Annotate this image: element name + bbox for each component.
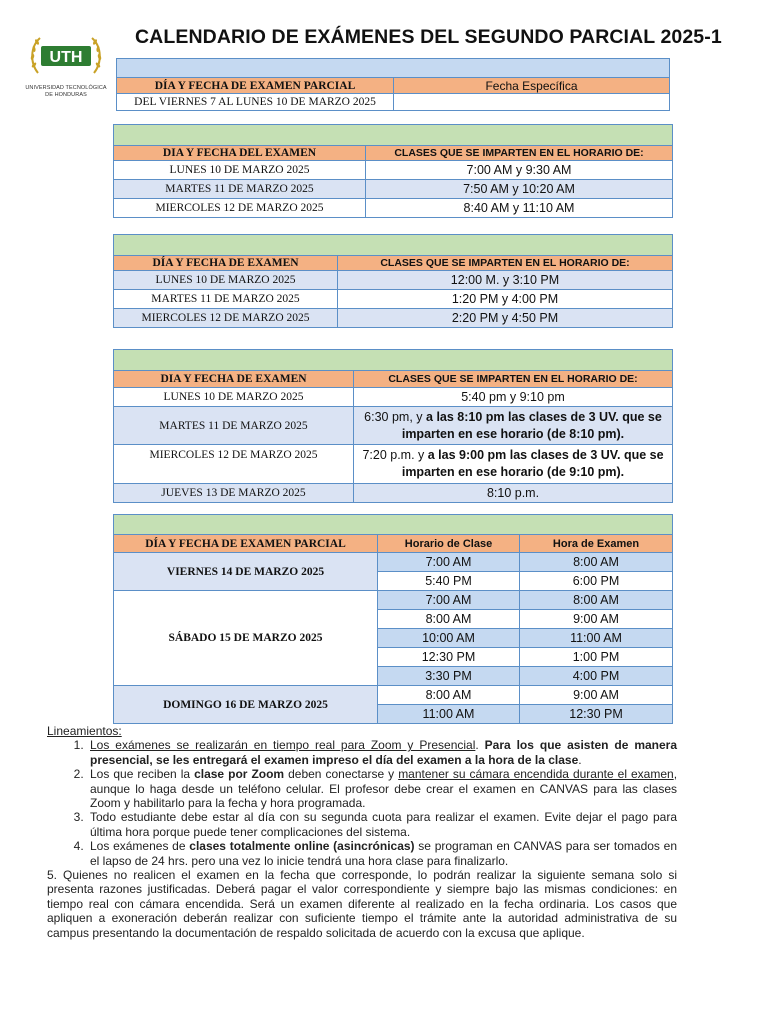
table-cell: 2:20 PM y 4:50 PM xyxy=(338,309,673,328)
table-cell: MARTES 11 DE MARZO 2025 xyxy=(114,180,366,199)
table-cell: 9:00 AM xyxy=(520,610,673,629)
table-cell: 9:00 AM xyxy=(520,686,673,705)
table-cell: MARTES 11 DE MARZO 2025 xyxy=(114,407,354,445)
day-cell: SÁBADO 15 DE MARZO 2025 xyxy=(114,591,378,686)
table-band xyxy=(117,59,670,78)
column-header: CLASES QUE SE IMPARTEN EN EL HORARIO DE: xyxy=(366,146,673,161)
table-cell: MIERCOLES 12 DE MARZO 2025 xyxy=(114,309,338,328)
table-afternoon-schedule xyxy=(113,234,673,328)
table-cell: 10:00 AM xyxy=(378,629,520,648)
column-header: DIA Y FECHA DEL EXAMEN xyxy=(114,146,366,161)
logo-subtitle: UNIVERSIDAD TECNOLÓGICA DE HONDURAS xyxy=(25,85,107,98)
table-band xyxy=(114,350,673,371)
table-band xyxy=(114,515,673,535)
guidelines-heading: Lineamientos: xyxy=(47,724,122,738)
table-cell: JUEVES 13 DE MARZO 2025 xyxy=(114,484,354,503)
column-header: DÍA Y FECHA DE EXAMEN xyxy=(114,256,338,271)
guideline-item: 1. Los exámenes se realizarán en tiempo real para Zoom y Presencial. Para los que asisten de manera presencial, se les entregará el examen impreso el día del examen a la hora de la clase. xyxy=(87,738,677,767)
day-cell: DOMINGO 16 DE MARZO 2025 xyxy=(114,686,378,724)
logo-text: UTH xyxy=(49,49,83,66)
table-cell: MIERCOLES 12 DE MARZO 2025 xyxy=(114,199,366,218)
table-cell: 8:10 p.m. xyxy=(354,484,673,503)
table-cell: MIERCOLES 12 DE MARZO 2025 xyxy=(114,445,354,484)
table-cell: 6:30 pm, y a las 8:10 pm las clases de 3 UV. que se imparten en ese horario (de 8:10 pm). xyxy=(354,407,673,445)
column-header: DÍA Y FECHA DE EXAMEN PARCIAL xyxy=(114,535,378,553)
table-cell: MARTES 11 DE MARZO 2025 xyxy=(114,290,338,309)
column-header: CLASES QUE SE IMPARTEN EN EL HORARIO DE: xyxy=(338,256,673,271)
table-cell: 6:00 PM xyxy=(520,572,673,591)
table-cell xyxy=(394,94,670,111)
table-morning-schedule xyxy=(113,124,673,218)
table-band xyxy=(114,235,673,256)
page-title: CALENDARIO DE EXÁMENES DEL SEGUNDO PARCIAL 2025-1 xyxy=(135,26,722,48)
column-header: CLASES QUE SE IMPARTEN EN EL HORARIO DE: xyxy=(354,371,673,388)
table-cell: 8:00 AM xyxy=(520,553,673,572)
table-cell: 3:30 PM xyxy=(378,667,520,686)
table-cell: LUNES 10 DE MARZO 2025 xyxy=(114,388,354,407)
column-header: DÍA Y FECHA DE EXAMEN PARCIAL xyxy=(117,78,394,94)
table-weekend-schedule xyxy=(113,514,673,724)
uth-laurel-logo-icon xyxy=(28,33,104,79)
table-cell: 11:00 AM xyxy=(520,629,673,648)
table-cell: 5:40 PM xyxy=(378,572,520,591)
column-header: Hora de Examen xyxy=(520,535,673,553)
table-cell: 7:20 p.m. y a las 9:00 pm las clases de 3 UV. que se imparten en ese horario (de 9:10 pm). xyxy=(354,445,673,484)
table-cell: 5:40 pm y 9:10 pm xyxy=(354,388,673,407)
guideline-item: 2. Los que reciben la clase por Zoom deben conectarse y mantener su cámara encendida durante el examen, aunque lo haga desde un teléfono celular. El profesor debe crear el examen en CANVAS para las clases Zoom y habilitarlo para la fecha y hora programada. xyxy=(87,767,677,810)
table-cell: 8:40 AM y 11:10 AM xyxy=(366,199,673,218)
table-cell: 12:30 PM xyxy=(520,705,673,724)
column-header: DIA Y FECHA DE EXAMEN xyxy=(114,371,354,388)
table-cell: 4:00 PM xyxy=(520,667,673,686)
guideline-item: 3. Todo estudiante debe estar al día con su segunda cuota para realizar el examen. Evite dejar el pago para última hora porque puede tener complicaciones del sistema. xyxy=(87,810,677,839)
table-cell: DEL VIERNES 7 AL LUNES 10 DE MARZO 2025 xyxy=(117,94,394,111)
table-cell: LUNES 10 DE MARZO 2025 xyxy=(114,161,366,180)
university-logo xyxy=(22,33,110,98)
table-cell: 12:30 PM xyxy=(378,648,520,667)
guidelines-section xyxy=(47,724,677,940)
table-cell: 11:00 AM xyxy=(378,705,520,724)
table-cell: 7:00 AM y 9:30 AM xyxy=(366,161,673,180)
table-cell: 8:00 AM xyxy=(378,610,520,629)
day-cell: VIERNES 14 DE MARZO 2025 xyxy=(114,553,378,591)
table-cell: LUNES 10 DE MARZO 2025 xyxy=(114,271,338,290)
guidelines-list xyxy=(47,738,677,868)
table-cell: 7:00 AM xyxy=(378,591,520,610)
table-cell: 8:00 AM xyxy=(520,591,673,610)
table-cell: 7:00 AM xyxy=(378,553,520,572)
column-header: Fecha Específica xyxy=(394,78,670,94)
guideline-item: 4. Los exámenes de clases totalmente online (asincrónicas) se programan en CANVAS para ser tomados en el lapso de 24 hrs. pero una vez lo inicie tendrá una hora clase para finalizarlo. xyxy=(87,839,677,868)
table-cell: 8:00 AM xyxy=(378,686,520,705)
table-exam-period xyxy=(116,58,670,111)
table-cell: 7:50 AM y 10:20 AM xyxy=(366,180,673,199)
column-header: Horario de Clase xyxy=(378,535,520,553)
table-evening-schedule xyxy=(113,349,673,503)
table-cell: 1:00 PM xyxy=(520,648,673,667)
guideline-item: 5. Quienes no realicen el examen en la fecha que corresponde, lo podrán realizar la siguiente semana solo si presenta razones justificadas. Deberá pagar el valor correspondiente y siempre bajo las mismas condiciones: en tiempo real con cámara encendida. Será un examen diferente al realizado en la fecha ordinaria. Los casos que apliquen a exoneración deberán realizar con suficiente tiempo el trámite ante la autoridad administrativa de su campus presentando la documentación de respaldo solicitada de acuerdo con la excusa que aplique. xyxy=(47,868,677,940)
table-cell: 12:00 M. y 3:10 PM xyxy=(338,271,673,290)
table-cell: 1:20 PM y 4:00 PM xyxy=(338,290,673,309)
table-band xyxy=(114,125,673,146)
